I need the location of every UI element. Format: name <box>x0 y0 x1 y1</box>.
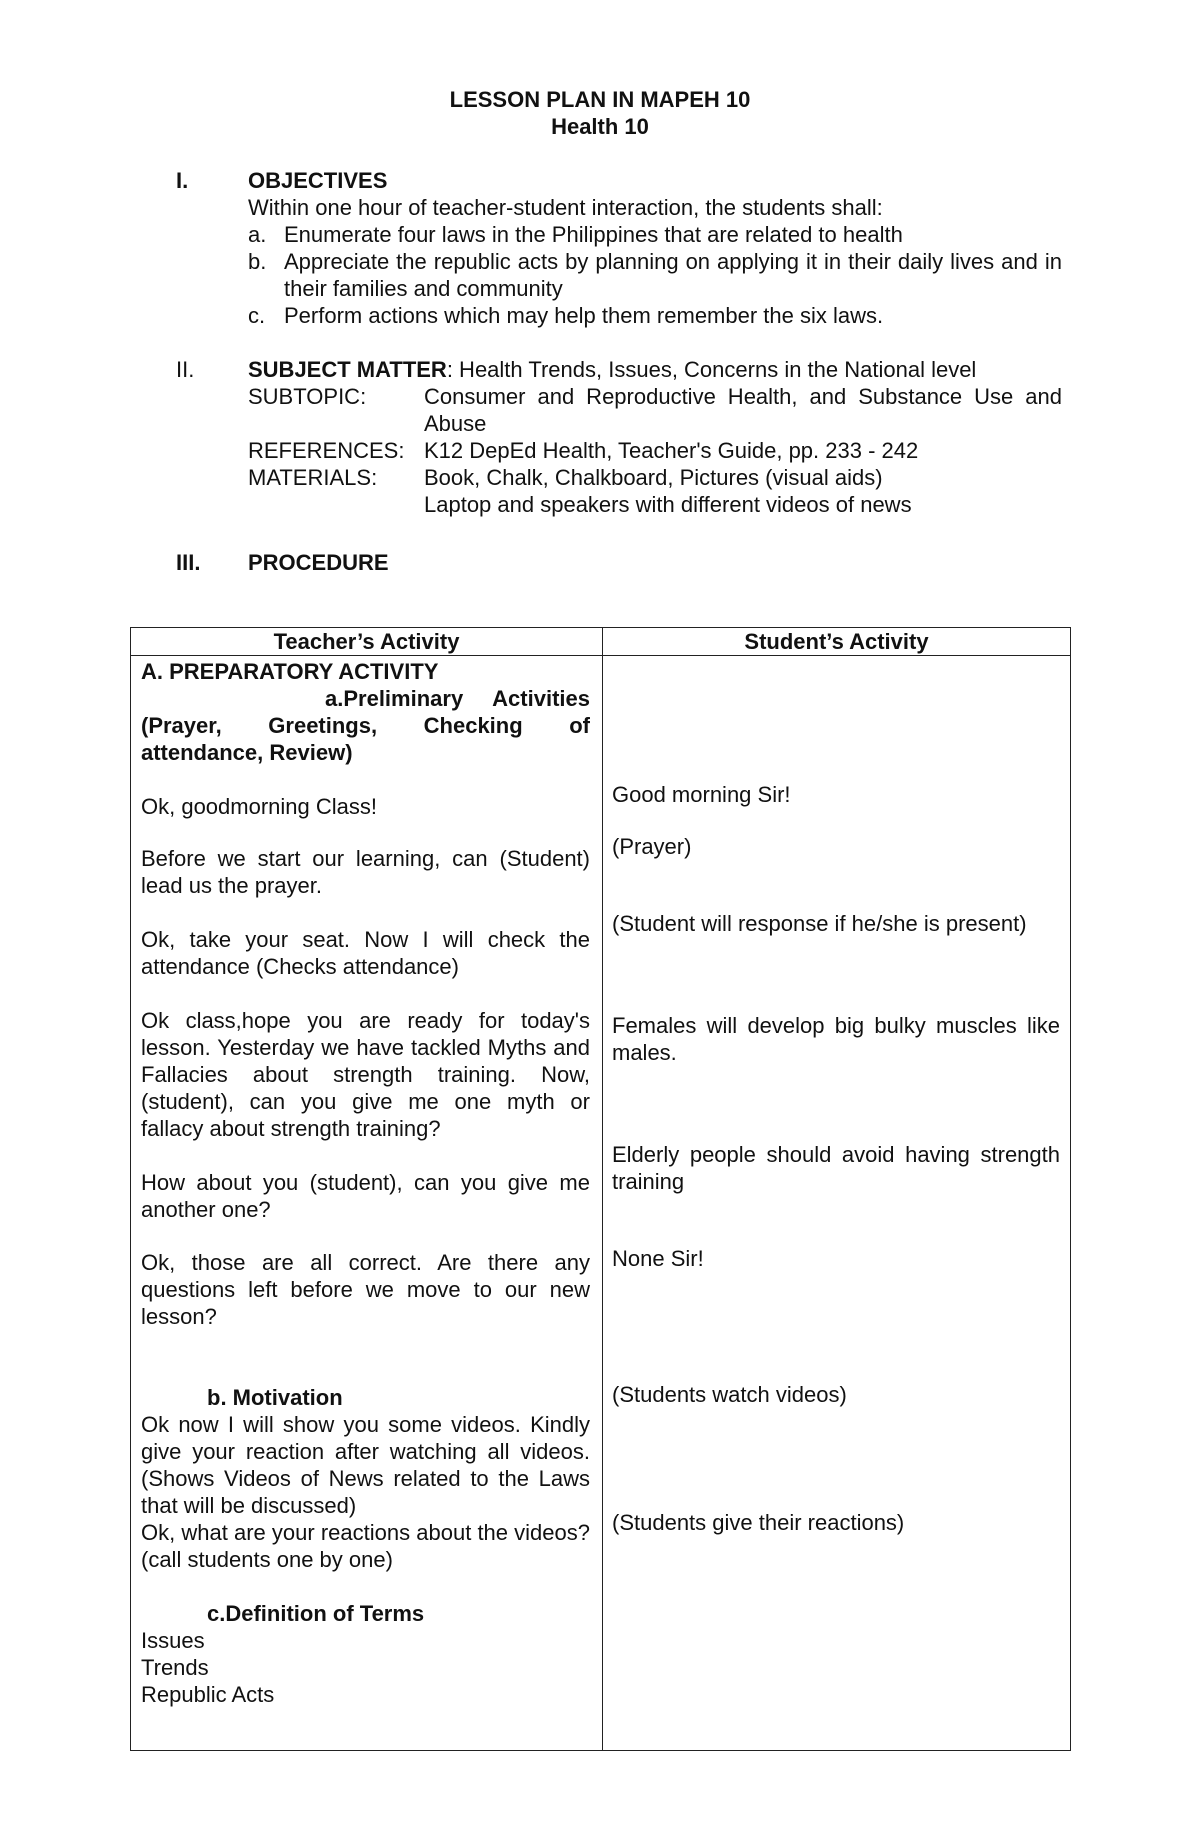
student-line-reactions: (Students give their reactions) <box>612 1510 905 1535</box>
teacher-activity-header: Teacher’s Activity <box>273 629 460 654</box>
student-line-none: None Sir! <box>612 1246 704 1271</box>
student-line-greeting: Good morning Sir! <box>612 782 791 807</box>
objective-marker: a. <box>248 222 267 247</box>
subtopic-value: Consumer and Reproductive Health, and Substance Use and Abuse <box>424 384 1062 436</box>
subtopic-label: SUBTOPIC: <box>248 384 367 409</box>
preliminary-activities-heading: a.Preliminary Activities (Prayer, Greetings, Checking of attendance, Review) <box>141 686 590 765</box>
term-issues: Issues <box>141 1628 205 1653</box>
document-title: LESSON PLAN IN MAPEH 10 <box>449 87 751 112</box>
subject-matter-topic: : Health Trends, Issues, Concerns in the National level <box>446 357 977 382</box>
term-trends: Trends <box>141 1655 209 1680</box>
procedure-heading: PROCEDURE <box>248 550 389 575</box>
table-header-divider <box>131 655 1070 656</box>
student-activity-header: Student’s Activity <box>744 629 929 654</box>
objective-item-a <box>248 221 1062 248</box>
teacher-line-videos: Ok now I will show you some videos. Kindly give your reaction after watching all videos. (Shows Videos of News related to the Laws that will be discussed) <box>141 1412 590 1518</box>
materials-row-2 <box>248 491 1062 518</box>
teacher-line-greeting: Ok, goodmorning Class! <box>141 794 377 819</box>
objective-text: Perform actions which may help them remember the six laws. <box>284 303 884 328</box>
materials-label: MATERIALS: <box>248 465 378 490</box>
objectives-heading: OBJECTIVES <box>248 168 388 193</box>
objectives-number: I. <box>176 168 189 193</box>
table-column-divider <box>602 628 603 1750</box>
objective-marker: b. <box>248 249 267 274</box>
materials-row <box>248 464 1062 491</box>
objectives-intro: Within one hour of teacher-student interaction, the students shall: <box>248 195 883 220</box>
subject-matter-number: II. <box>176 357 195 382</box>
preparatory-activity-heading: A. PREPARATORY ACTIVITY <box>141 659 439 684</box>
term-republic-acts: Republic Acts <box>141 1682 275 1707</box>
teacher-line-questions: Ok, those are all correct. Are there any questions left before we move to our new lesson? <box>141 1250 590 1329</box>
definition-of-terms-heading: c.Definition of Terms <box>207 1601 425 1626</box>
subtopic-row <box>248 383 1062 437</box>
objective-item-b <box>248 248 1062 302</box>
objective-marker: c. <box>248 303 266 328</box>
materials-value-1: Book, Chalk, Chalkboard, Pictures (visual aids) <box>424 465 883 490</box>
student-line-elderly: Elderly people should avoid having strength training <box>612 1142 1060 1194</box>
teacher-line-review: Ok class,hope you are ready for today's lesson. Yesterday we have tackled Myths and Fallacies about strength training. Now, (student), can you give me one myth or fallacy about strength training? <box>141 1008 590 1141</box>
subject-matter-section <box>176 356 1066 521</box>
procedure-table <box>130 627 1071 1751</box>
student-line-attendance: (Student will response if he/she is present) <box>612 911 1027 936</box>
document-subtitle: Health 10 <box>551 114 649 139</box>
objectives-section <box>176 167 1066 327</box>
teacher-line-reactions: Ok, what are your reactions about the videos? (call students one by one) <box>141 1520 590 1572</box>
subject-matter-heading: SUBJECT MATTER <box>248 357 447 382</box>
objective-text: Enumerate four laws in the Philippines that are related to health <box>284 222 903 247</box>
student-line-watch: (Students watch videos) <box>612 1382 847 1407</box>
teacher-line-attendance: Ok, take your seat. Now I will check the attendance (Checks attendance) <box>141 927 590 979</box>
student-line-myth: Females will develop big bulky muscles like males. <box>612 1013 1060 1065</box>
motivation-heading: b. Motivation <box>207 1385 343 1410</box>
references-value: K12 DepEd Health, Teacher's Guide, pp. 233 - 242 <box>424 438 919 463</box>
procedure-section <box>176 549 1066 576</box>
references-row <box>248 437 1062 464</box>
materials-value-2: Laptop and speakers with different videos of news <box>424 492 912 517</box>
student-line-prayer: (Prayer) <box>612 834 692 859</box>
objective-item-c <box>248 302 1062 329</box>
teacher-line-another: How about you (student), can you give me another one? <box>141 1170 590 1222</box>
references-label: REFERENCES: <box>248 438 405 463</box>
objective-text: Appreciate the republic acts by planning on applying it in their daily lives and in their families and community <box>284 249 1062 301</box>
teacher-line-prayer: Before we start our learning, can (Student) lead us the prayer. <box>141 846 590 898</box>
procedure-number: III. <box>176 550 201 575</box>
